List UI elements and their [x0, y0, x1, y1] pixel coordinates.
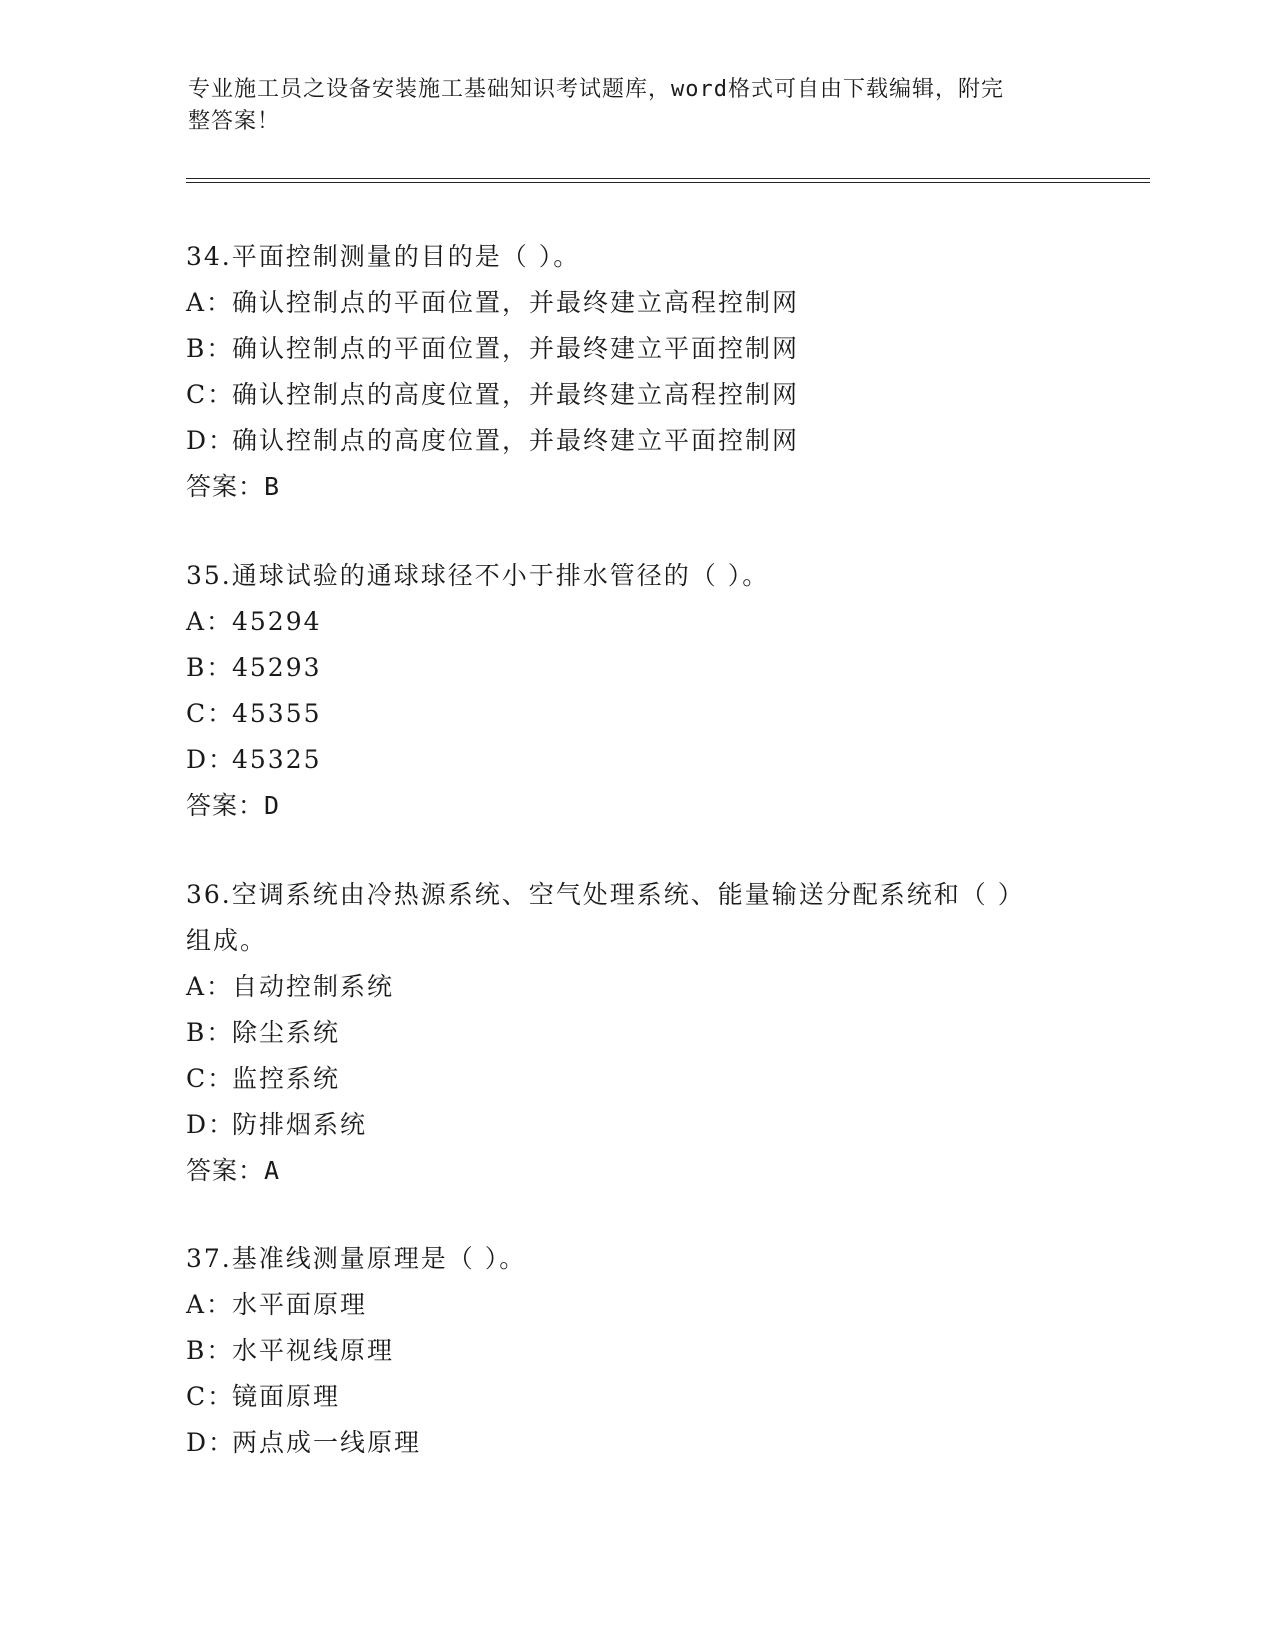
option-d: [186, 737, 1086, 783]
option-text: 确认控制点的平面位置，并最终建立平面控制网: [232, 334, 800, 363]
option-d: [186, 418, 1086, 464]
option-text: 镜面原理: [232, 1382, 341, 1411]
option-key: B：: [186, 1336, 234, 1365]
question-34: [186, 234, 1086, 510]
question-37: [186, 1236, 1086, 1466]
option-key: A：: [186, 1290, 234, 1319]
option-text: 确认控制点的高度位置，并最终建立平面控制网: [232, 426, 800, 455]
question-stem: 37.基准线测量原理是（ ）。: [186, 1244, 527, 1273]
option-text: 防排烟系统: [232, 1110, 368, 1139]
option-c: [186, 372, 1086, 418]
option-a: [186, 964, 1086, 1010]
option-key: B：: [186, 1018, 234, 1047]
option-key: D：: [186, 745, 236, 774]
question-stem: 34.平面控制测量的目的是（ ）。: [186, 242, 581, 271]
option-a: [186, 599, 1086, 645]
option-key: A：: [186, 288, 234, 317]
option-key: D：: [186, 426, 236, 455]
option-text: 监控系统: [232, 1064, 341, 1093]
option-text: 45294: [232, 607, 322, 636]
option-text: 45293: [232, 653, 322, 682]
header-divider-top: [186, 178, 1150, 179]
option-text: 水平面原理: [232, 1290, 368, 1319]
answer-label: 答案：: [186, 791, 265, 820]
header-divider-bottom: [186, 182, 1150, 183]
answer-value: B: [264, 472, 281, 501]
option-d: [186, 1102, 1086, 1148]
option-b: [186, 326, 1086, 372]
option-key: D：: [186, 1428, 236, 1457]
option-text: 45355: [232, 699, 322, 728]
option-text: 两点成一线原理: [232, 1428, 422, 1457]
option-c: [186, 1056, 1086, 1102]
answer-line: [186, 1148, 1086, 1194]
answer-value: A: [264, 1156, 281, 1185]
header-line-1: 专业施工员之设备安装施工基础知识考试题库，word格式可自由下载编辑，附完: [188, 77, 1004, 102]
answer-label: 答案：: [186, 472, 265, 501]
option-a: [186, 280, 1086, 326]
question-36: [186, 872, 1086, 1194]
option-text: 确认控制点的平面位置，并最终建立高程控制网: [232, 288, 800, 317]
answer-value: D: [264, 791, 281, 820]
option-text: 确认控制点的高度位置，并最终建立高程控制网: [232, 380, 800, 409]
option-text: 自动控制系统: [232, 972, 395, 1001]
answer-label: 答案：: [186, 1156, 265, 1185]
question-stem: 35.通球试验的通球球径不小于排水管径的（ ）。: [186, 561, 770, 590]
option-key: B：: [186, 653, 234, 682]
option-text: 水平视线原理: [232, 1336, 395, 1365]
option-key: C：: [186, 380, 235, 409]
question-35: [186, 553, 1086, 829]
answer-line: [186, 783, 1086, 829]
option-c: [186, 1374, 1086, 1420]
question-stem: 36.空调系统由冷热源系统、空气处理系统、能量输送分配系统和（ ）组成。: [186, 880, 1025, 955]
option-text: 45325: [232, 745, 322, 774]
option-b: [186, 1328, 1086, 1374]
option-key: B：: [186, 334, 234, 363]
option-key: A：: [186, 972, 234, 1001]
option-text: 除尘系统: [232, 1018, 341, 1047]
answer-line: [186, 464, 1086, 510]
option-key: A：: [186, 607, 234, 636]
option-key: C：: [186, 699, 235, 728]
option-d: [186, 1420, 1086, 1466]
option-key: C：: [186, 1382, 235, 1411]
option-a: [186, 1282, 1086, 1328]
document-header: [188, 74, 1068, 138]
option-c: [186, 691, 1086, 737]
header-line-2: 整答案！: [188, 109, 281, 134]
option-key: C：: [186, 1064, 235, 1093]
option-key: D：: [186, 1110, 236, 1139]
option-b: [186, 1010, 1086, 1056]
option-b: [186, 645, 1086, 691]
